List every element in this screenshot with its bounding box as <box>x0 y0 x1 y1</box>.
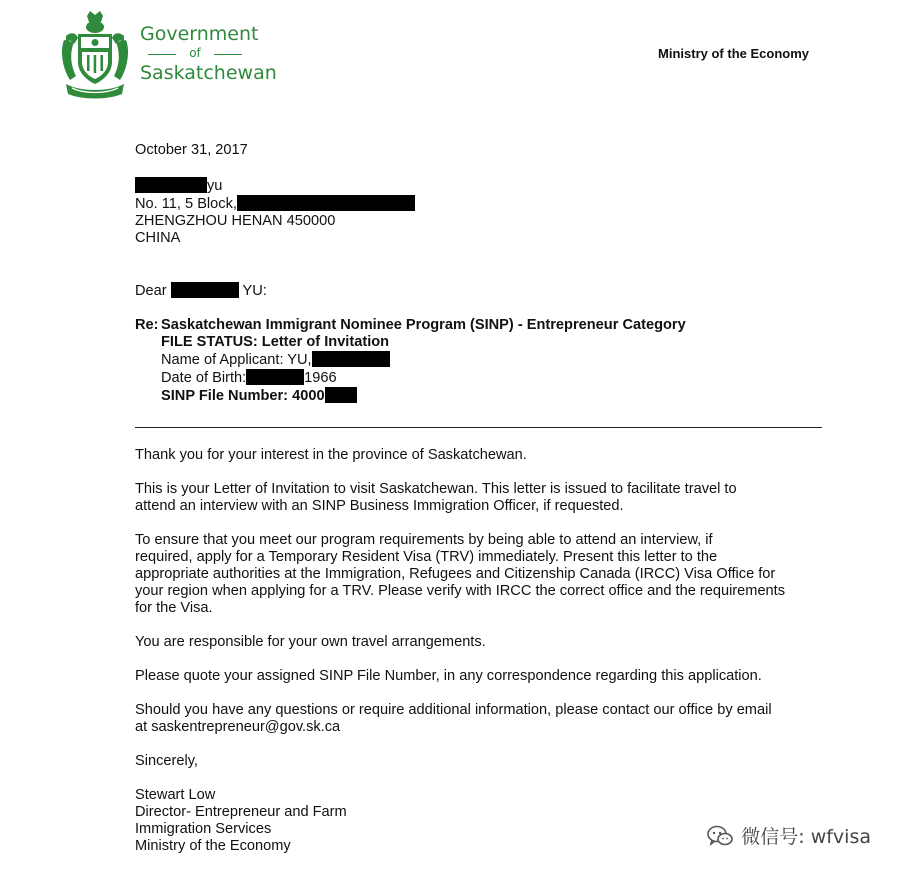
wordmark-of: of <box>140 47 250 60</box>
paragraph-5: Please quote your assigned SINP File Number, in any correspondence regarding this application. <box>135 668 762 684</box>
wordmark-saskatchewan: Saskatchewan <box>140 61 277 84</box>
redaction-bar <box>325 387 357 403</box>
re-label: Re: <box>135 317 159 333</box>
paragraph-6-line-1: Should you have any questions or require additional information, please contact our office by email <box>135 702 772 718</box>
wordmark-government: Government <box>140 23 259 45</box>
closing: Sincerely, <box>135 753 198 769</box>
address-line-2-text: No. 11, 5 Block, <box>135 196 237 212</box>
section-divider <box>135 427 822 428</box>
letter-header-block <box>135 142 835 405</box>
salutation <box>135 282 835 300</box>
address-line-1 <box>135 177 835 195</box>
government-logo <box>60 10 277 105</box>
paragraph-2-line-1: This is your Letter of Invitation to visit Saskatchewan. This letter is issued to facilitate travel to <box>135 481 737 497</box>
paragraph-2-line-2: attend an interview with an SINP Business Immigration Officer, if requested. <box>135 498 624 514</box>
redaction-bar <box>135 177 207 193</box>
dob-prefix: Date of Birth: <box>161 370 247 386</box>
date-of-birth <box>135 369 835 387</box>
redaction-bar <box>246 369 304 385</box>
re-subject: Saskatchewan Immigrant Nominee Program (SINP) - Entrepreneur Category <box>161 317 686 333</box>
paragraph-3-line-2: required, apply for a Temporary Resident Visa (TRV) immediately. Present this letter to the <box>135 549 718 565</box>
applicant-name-prefix: Name of Applicant: YU, <box>161 352 312 368</box>
signature-title: Director- Entrepreneur and Farm <box>135 804 347 820</box>
wechat-watermark <box>707 822 871 849</box>
address-line-3: ZHENGZHOU HENAN 450000 <box>135 213 336 229</box>
paragraph-3 <box>135 532 835 617</box>
address-line-4: CHINA <box>135 230 181 246</box>
ministry-header: Ministry of the Economy <box>658 46 809 61</box>
watermark-text: 微信号: wfvisa <box>741 826 871 848</box>
signature-department: Immigration Services <box>135 821 272 837</box>
salutation-prefix: Dear <box>135 283 167 299</box>
signature-ministry: Ministry of the Economy <box>135 838 291 854</box>
paragraph-2 <box>135 481 835 515</box>
paragraph-3-line-1: To ensure that you meet our program requirements by being able to attend an interview, if <box>135 532 713 548</box>
paragraph-4: You are responsible for your own travel arrangements. <box>135 634 486 650</box>
provincial-crest-icon <box>60 10 130 102</box>
wechat-icon <box>707 825 733 847</box>
paragraph-3-line-3: appropriate authorities at the Immigration, Refugees and Citizenship Canada (IRCC) Visa Office for <box>135 566 776 582</box>
file-status: FILE STATUS: Letter of Invitation <box>161 334 390 350</box>
government-wordmark <box>140 23 277 84</box>
letter-body <box>135 447 835 855</box>
redaction-bar <box>237 195 415 211</box>
paragraph-3-line-5: for the Visa. <box>135 600 213 616</box>
re-subject-line <box>135 317 835 334</box>
signature-name: Stewart Low <box>135 787 216 803</box>
paragraph-6-line-2: at saskentrepreneur@gov.sk.ca <box>135 719 341 735</box>
sinp-file-number <box>135 387 835 405</box>
paragraph-3-line-4: your region when applying for a TRV. Please verify with IRCC the correct office and the requirements <box>135 583 786 599</box>
dob-suffix: 1966 <box>304 370 337 386</box>
file-number-prefix: SINP File Number: 4000 <box>161 388 325 404</box>
redaction-bar <box>312 351 390 367</box>
salutation-suffix: YU: <box>242 283 267 299</box>
letter-date: October 31, 2017 <box>135 142 248 158</box>
address-line-2 <box>135 195 835 213</box>
paragraph-6 <box>135 702 835 736</box>
applicant-name <box>135 351 835 369</box>
redaction-bar <box>171 282 239 298</box>
paragraph-1: Thank you for your interest in the province of Saskatchewan. <box>135 447 527 463</box>
address-name-suffix: yu <box>207 178 223 194</box>
